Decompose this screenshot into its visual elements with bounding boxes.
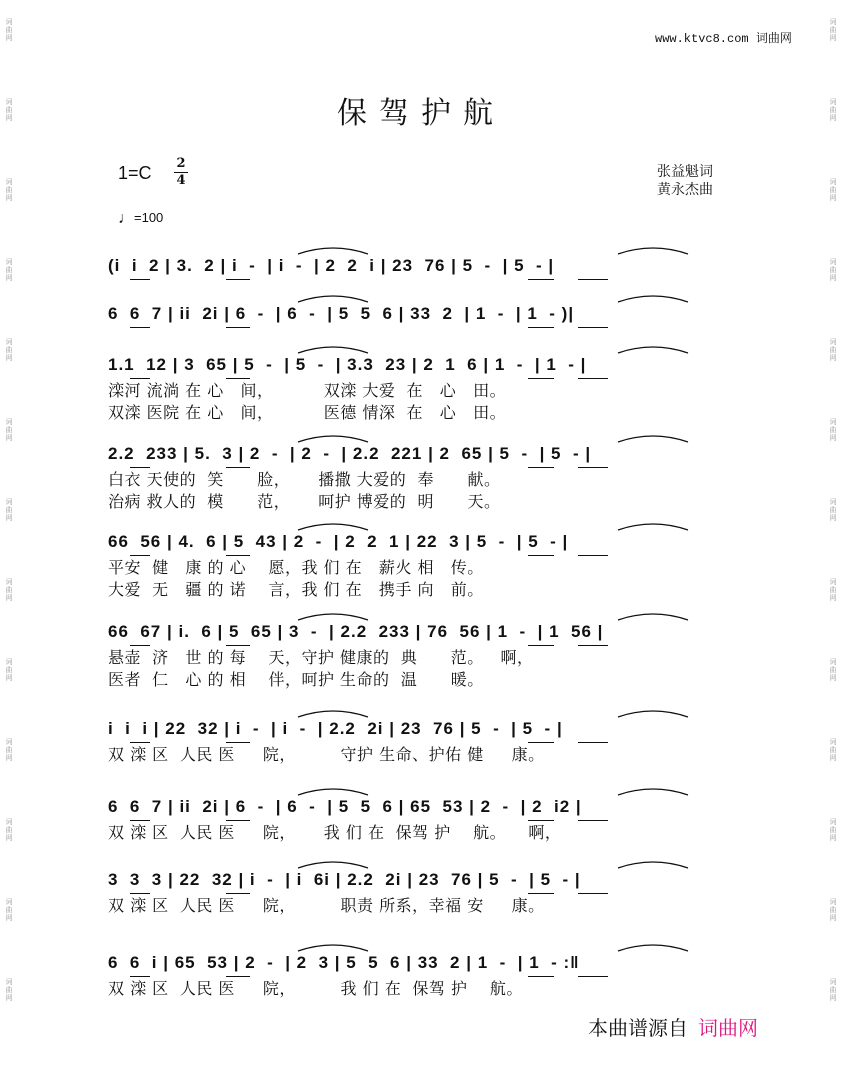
lyric-line: 医者 仁 心 的 相 伴，呵护 生命的 温 暖。: [108, 670, 484, 689]
watermark-text: 词曲网: [5, 418, 13, 442]
lyric-line: 平安 健 康 的 心 愿，我 们 在 薪火 相 传。: [108, 558, 484, 577]
tie-arc: [298, 347, 368, 353]
watermark-text: 词曲网: [829, 658, 837, 682]
tie-arc: [298, 862, 368, 868]
watermark-text: 词曲网: [5, 818, 13, 842]
score-row: [108, 711, 748, 791]
beam-underline: [528, 378, 554, 379]
notation-line: 6 6 i | 65 53 | 2 - | 2 3 | 5 5 6 | 33 2 | 1 - | 1 - :‖: [108, 953, 580, 972]
watermark-text: 词曲网: [829, 818, 837, 842]
composer: 黄永杰曲: [657, 182, 713, 198]
tie-arc: [298, 789, 368, 795]
beam-underline: [528, 742, 554, 743]
tie-arcs: [108, 430, 748, 444]
tie-arc: [298, 524, 368, 530]
tie-arc: [618, 711, 688, 717]
beam-underline: [578, 976, 608, 977]
tie-arc: [618, 248, 688, 254]
beam-underline: [528, 976, 554, 977]
lyric-line: 悬壶 济 世 的 每 天，守护 健康的 典 范。 啊，: [108, 648, 534, 667]
tie-arcs: [108, 341, 748, 355]
notation-line: 66 67 | i. 6 | 5 65 | 3 - | 2.2 233 | 76 56 | 1 - | 1 56 |: [108, 622, 604, 641]
beam-underline: [226, 742, 250, 743]
watermark-text: 词曲网: [5, 178, 13, 202]
tie-arc: [618, 614, 688, 620]
beam-underline: [226, 378, 250, 379]
beam-underline: [226, 820, 250, 821]
tie-arcs: [108, 518, 748, 532]
tie-arcs: [108, 783, 748, 797]
footer-source: 本曲谱源自: [588, 1016, 688, 1040]
time-sig-top: 2: [176, 156, 186, 171]
tie-arcs: [108, 939, 748, 953]
tie-arcs: [108, 856, 748, 870]
right-watermark-strip: [824, 0, 842, 1067]
footer-brand[interactable]: 词曲网: [698, 1016, 758, 1040]
beam-underline: [578, 327, 608, 328]
watermark-text: 词曲网: [829, 578, 837, 602]
lyricist: 张益魁词: [657, 164, 713, 180]
tie-arcs: [108, 290, 748, 304]
beam-underline: [130, 820, 150, 821]
notation-line: (i i 2 | 3. 2 | i - | i - | 2 2 i | 23 76 | 5 - | 5 - |: [108, 256, 555, 275]
time-sig-bottom: 4: [176, 173, 186, 188]
beam-underline: [578, 645, 608, 646]
tie-arc: [618, 789, 688, 795]
beam-underline: [130, 555, 150, 556]
score-row: [108, 862, 748, 942]
beam-underline: [528, 279, 554, 280]
watermark-text: 词曲网: [5, 978, 13, 1002]
beam-underline: [130, 645, 150, 646]
quarter-note-icon: ♩: [118, 210, 134, 227]
beam-underline: [226, 327, 250, 328]
beam-underline: [130, 893, 150, 894]
lyric-line: 双滦 医院 在 心 间， 医德 情深 在 心 田。: [108, 403, 507, 422]
watermark-text: 词曲网: [829, 18, 837, 42]
beam-underline: [528, 327, 554, 328]
lyric-line: 滦河 流淌 在 心 间， 双滦 大爱 在 心 田。: [108, 381, 507, 400]
watermark-text: 词曲网: [829, 338, 837, 362]
tie-arcs: [108, 705, 748, 719]
watermark-text: 词曲网: [829, 258, 837, 282]
notation-line: 1.1 12 | 3 65 | 5 - | 5 - | 3.3 23 | 2 1 6 | 1 - | 1 - |: [108, 355, 587, 374]
beam-underline: [578, 893, 608, 894]
lyric-line: 大爱 无 疆 的 诺 言，我 们 在 携手 向 前。: [108, 580, 484, 599]
lyric-line: 双 滦 区 人民 医 院， 我 们 在 保驾 护 航。: [108, 979, 523, 998]
tie-arc: [298, 614, 368, 620]
notation-line: i i i | 22 32 | i - | i - | 2.2 2i | 23 76 | 5 - | 5 - |: [108, 719, 563, 738]
beam-underline: [578, 742, 608, 743]
beam-underline: [130, 378, 150, 379]
notation-line: 6 6 7 | ii 2i | 6 - | 6 - | 5 5 6 | 33 2 | 1 - | 1 - )|: [108, 304, 575, 323]
watermark-text: 词曲网: [829, 898, 837, 922]
tie-arc: [298, 945, 368, 951]
song-title: 保驾护航: [337, 96, 505, 131]
lyric-line: 双 滦 区 人民 医 院， 我 们 在 保驾 护 航。 啊，: [108, 823, 562, 842]
key-signature: 1=C: [118, 163, 152, 183]
tie-arc: [618, 862, 688, 868]
beam-underline: [226, 555, 250, 556]
watermark-text: 词曲网: [5, 658, 13, 682]
watermark-text: 词曲网: [5, 338, 13, 362]
beam-underline: [578, 555, 608, 556]
watermark-text: 词曲网: [5, 98, 13, 122]
beam-underline: [578, 279, 608, 280]
tie-arc: [618, 524, 688, 530]
lyric-line: 白衣 天使的 笑 脸， 播撒 大爱的 奉 献。: [108, 470, 501, 489]
beam-underline: [130, 327, 150, 328]
beam-underline: [528, 893, 554, 894]
watermark-text: 词曲网: [829, 178, 837, 202]
beam-underline: [578, 467, 608, 468]
left-watermark-strip: [0, 0, 18, 1067]
site-link[interactable]: www.ktvc8.com 词曲网: [655, 32, 792, 46]
notation-line: 6 6 7 | ii 2i | 6 - | 6 - | 5 5 6 | 65 53 | 2 - | 2 i2 |: [108, 797, 582, 816]
beam-underline: [226, 279, 250, 280]
tie-arc: [618, 945, 688, 951]
notation-line: 66 56 | 4. 6 | 5 43 | 2 - | 2 2 1 | 22 3 | 5 - | 5 - |: [108, 532, 569, 551]
tie-arcs: [108, 242, 748, 256]
notation-line: 3 3 3 | 22 32 | i - | i 6i | 2.2 2i | 23 76 | 5 - | 5 - |: [108, 870, 581, 889]
beam-underline: [528, 555, 554, 556]
beam-underline: [226, 645, 250, 646]
score-row: [108, 524, 748, 604]
beam-underline: [528, 820, 554, 821]
tie-arc: [618, 436, 688, 442]
beam-underline: [226, 467, 250, 468]
beam-underline: [226, 893, 250, 894]
lyric-line: 治病 救人的 模 范， 呵护 博爱的 明 天。: [108, 492, 501, 511]
footer-credit: [588, 1012, 758, 1041]
tie-arc: [618, 347, 688, 353]
tie-arc: [298, 711, 368, 717]
beam-underline: [130, 467, 150, 468]
watermark-text: 词曲网: [829, 498, 837, 522]
watermark-text: 词曲网: [5, 18, 13, 42]
tempo-value: =100: [134, 210, 164, 225]
watermark-text: 词曲网: [5, 258, 13, 282]
beam-underline: [226, 976, 250, 977]
lyric-line: 双 滦 区 人民 医 院， 守护 生命、护佑 健 康。: [108, 745, 545, 764]
watermark-text: 词曲网: [5, 738, 13, 762]
tie-arc: [298, 248, 368, 254]
score-row: [108, 614, 748, 694]
watermark-text: 词曲网: [5, 498, 13, 522]
watermark-text: 词曲网: [829, 738, 837, 762]
credits: [657, 163, 713, 199]
time-signature: [174, 157, 188, 188]
score-row: [108, 347, 748, 427]
watermark-text: 词曲网: [5, 898, 13, 922]
beam-underline: [130, 976, 150, 977]
tie-arcs: [108, 608, 748, 622]
tie-arc: [618, 296, 688, 302]
watermark-text: 词曲网: [5, 578, 13, 602]
tie-arc: [298, 296, 368, 302]
beam-underline: [130, 279, 150, 280]
watermark-text: 词曲网: [829, 418, 837, 442]
notation-line: 2.2 233 | 5. 3 | 2 - | 2 - | 2.2 221 | 2 65 | 5 - | 5 - |: [108, 444, 592, 463]
watermark-text: 词曲网: [829, 978, 837, 1002]
beam-underline: [528, 645, 554, 646]
beam-underline: [130, 742, 150, 743]
beam-underline: [578, 378, 608, 379]
beam-underline: [578, 820, 608, 821]
score-row: [108, 436, 748, 516]
tempo-mark: [118, 210, 163, 228]
watermark-text: 词曲网: [829, 98, 837, 122]
tie-arc: [298, 436, 368, 442]
lyric-line: 双 滦 区 人民 医 院， 职责 所系，幸福 安 康。: [108, 896, 545, 915]
beam-underline: [528, 467, 554, 468]
